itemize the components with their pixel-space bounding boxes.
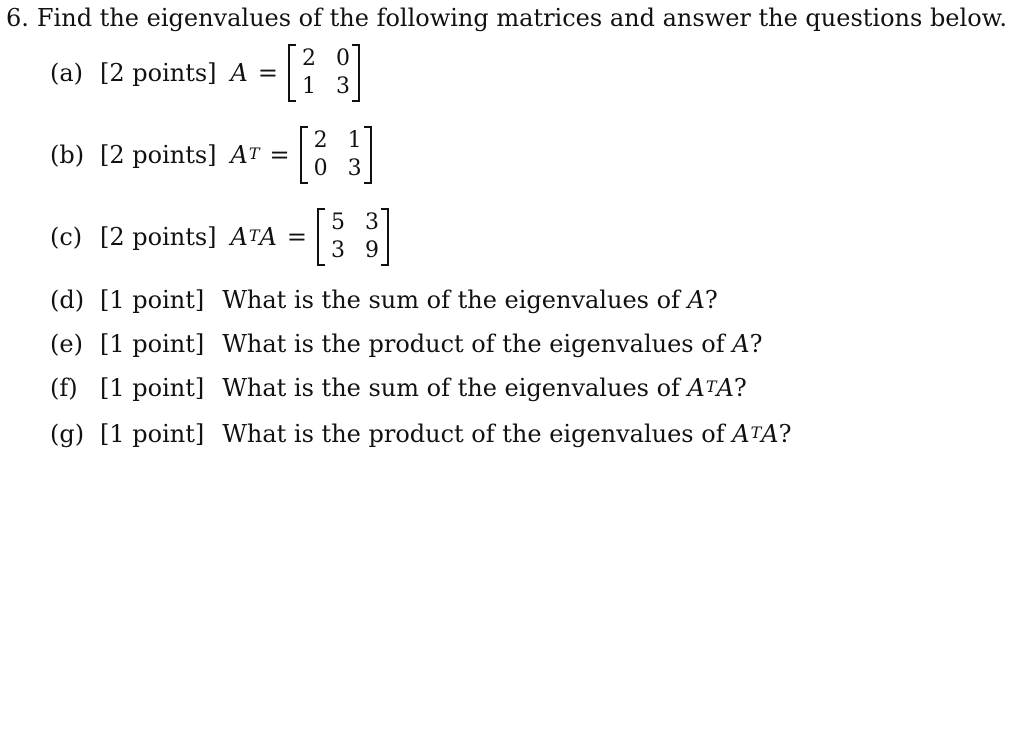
part-f-question <box>222 374 747 402</box>
matrix-cell: 5 <box>331 210 345 235</box>
part-e-var: A <box>732 330 750 358</box>
part-g-var-second: A <box>761 420 779 448</box>
part-d-label: (d) <box>50 286 85 314</box>
part-g <box>50 420 791 448</box>
part-b <box>50 126 372 184</box>
part-g-var: A <box>732 420 750 448</box>
part-f-label: (f) <box>50 374 78 402</box>
part-a-label: (a) <box>50 59 84 87</box>
problem-number: 6. <box>6 4 29 32</box>
part-g-superscript: T <box>750 422 762 442</box>
matrix-a <box>288 44 360 102</box>
part-e-question <box>222 330 762 358</box>
problem-heading <box>6 2 1007 34</box>
part-g-label: (g) <box>50 420 85 448</box>
part-a-lhs: A <box>230 59 248 87</box>
matrix-cell: 3 <box>331 238 345 263</box>
part-f-question-text: What is the sum of the eigenvalues of <box>222 374 688 402</box>
matrix-cell: 0 <box>335 46 350 71</box>
part-d-points: [1 point] <box>100 286 205 314</box>
matrix-cell: 0 <box>313 156 328 181</box>
matrix-left-bracket <box>288 44 296 102</box>
part-c-equation <box>231 208 389 266</box>
matrix-cell: 3 <box>335 74 350 99</box>
matrix-left-bracket <box>317 208 325 266</box>
part-e-question-text: What is the product of the eigenvalues of <box>222 330 733 358</box>
part-c-lhs: A <box>230 223 248 251</box>
part-d-question-mark: ? <box>704 286 718 314</box>
part-a <box>50 44 360 102</box>
part-d-question-text: What is the sum of the eigenvalues of <box>222 286 688 314</box>
matrix-cell: 1 <box>301 74 316 99</box>
part-e-question-mark: ? <box>749 330 763 358</box>
part-d-var: A <box>687 286 705 314</box>
matrix-left-bracket <box>300 126 308 184</box>
part-f-question-mark: ? <box>733 374 747 402</box>
part-a-equals: = <box>257 59 278 87</box>
part-c-points: [2 points] <box>100 223 217 251</box>
part-b-equals: = <box>269 141 290 169</box>
part-f-var: A <box>687 374 705 402</box>
part-c-lhs-second: A <box>259 223 277 251</box>
part-f-var-second: A <box>716 374 734 402</box>
part-f-points: [1 point] <box>100 374 205 402</box>
part-a-points: [2 points] <box>100 59 217 87</box>
part-a-equation <box>231 44 360 102</box>
matrix-cell: 2 <box>301 46 316 71</box>
matrix-at-a <box>317 208 389 266</box>
matrix-cell: 1 <box>347 128 362 153</box>
problem-instructions: Find the eigenvalues of the following matrices and answer the questions below. <box>36 4 1007 32</box>
part-b-equation <box>231 126 372 184</box>
part-e-label: (e) <box>50 330 83 358</box>
part-e <box>50 330 762 358</box>
matrix-right-bracket <box>381 208 389 266</box>
part-c <box>50 208 389 266</box>
part-f-superscript: T <box>705 376 717 396</box>
matrix-right-bracket <box>364 126 372 184</box>
part-g-points: [1 point] <box>100 420 205 448</box>
matrix-cell: 3 <box>365 210 379 235</box>
part-g-question-mark: ? <box>778 420 792 448</box>
part-e-points: [1 point] <box>100 330 205 358</box>
part-b-lhs: A <box>230 141 248 169</box>
part-c-superscript: T <box>248 225 260 245</box>
part-c-label: (c) <box>50 223 83 251</box>
matrix-cell: 9 <box>365 238 379 263</box>
matrix-a-transpose <box>300 126 372 184</box>
part-d <box>50 286 718 314</box>
part-b-label: (b) <box>50 141 85 169</box>
part-d-question <box>222 286 718 314</box>
matrix-cell: 3 <box>347 156 362 181</box>
matrix-right-bracket <box>352 44 360 102</box>
part-g-question-text: What is the product of the eigenvalues of <box>222 420 733 448</box>
matrix-cell: 2 <box>313 128 328 153</box>
part-g-question <box>222 420 791 448</box>
part-f <box>50 374 747 402</box>
part-c-equals: = <box>286 223 307 251</box>
part-b-points: [2 points] <box>100 141 217 169</box>
part-b-superscript: T <box>248 143 260 163</box>
